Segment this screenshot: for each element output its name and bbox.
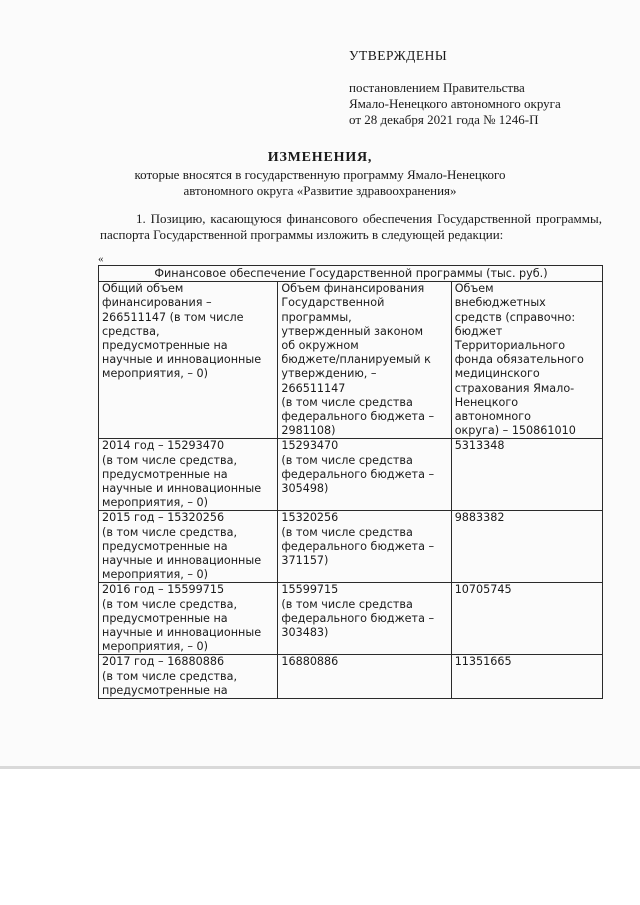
cell-text-line: программы, (281, 310, 352, 324)
cell-text-line: средства, (102, 324, 160, 338)
cell-text-line: мероприятия, – 0) (102, 640, 208, 654)
cell-text-line: бюджете/планируемый к (281, 353, 431, 367)
cell-text-line: научные и инновационные (102, 353, 262, 367)
cell-text-line: 305498) (281, 482, 329, 496)
cell-text-line: предусмотренные на (102, 611, 228, 625)
table-row (99, 655, 603, 699)
cell-text-line: (в том числе средства (281, 453, 413, 467)
cell-budget (278, 511, 451, 583)
cell-extrabudget: 10705745 (451, 583, 602, 655)
cell-text-line: 2014 год – 15293470 (102, 439, 225, 453)
subtitle-line-1: которые вносятся в государственную программу Ямало-Ненецкого (134, 167, 506, 182)
cell-text-line: мероприятия, – 0) (102, 496, 208, 510)
cell-text-line: 2981108) (281, 424, 336, 438)
column-header-extrabudget (451, 282, 602, 439)
column-header-total (99, 282, 278, 439)
approval-line-2: Ямало-Ненецкого автономного округа (349, 96, 561, 111)
cell-text-line: мероприятия, – 0) (102, 568, 208, 582)
cell-text-line: бюджет (454, 324, 503, 338)
cell-text-line: 2016 год – 15599715 (102, 583, 225, 597)
cell-text-line: научные и инновационные (102, 482, 262, 496)
approval-block (349, 80, 561, 128)
cell-text-line: федерального бюджета – (281, 611, 435, 625)
cell-extrabudget: 9883382 (451, 511, 602, 583)
cell-text-line: 2017 год – 16880886 (102, 655, 225, 669)
approval-line-1: постановлением Правительства (349, 80, 525, 95)
cell-text-line: об окружном (281, 339, 359, 353)
cell-total (99, 439, 278, 511)
cell-text-line: 303483) (281, 626, 329, 640)
cell-total (99, 511, 278, 583)
cell-text-line: финансирования – (102, 296, 212, 310)
cell-text-line: фонда обязательного (454, 353, 584, 367)
cell-text-line: (в том числе средства, (102, 669, 238, 683)
cell-text-line: Ненецкого (454, 395, 519, 409)
cell-text-line: 15599715 (281, 583, 339, 597)
cell-text-line: Территориального (454, 339, 566, 353)
cell-text-line: утвержденный законом (281, 324, 424, 338)
cell-total (99, 583, 278, 655)
cell-text-line: Объем (454, 282, 494, 296)
table-header-row (99, 266, 603, 282)
cell-text-line: 16880886 (281, 655, 339, 669)
paragraph-1: 1. Позицию, касающуюся финансового обеспечения Государственной программы, паспорта Государственной программы изложить в следующей редакции: (100, 211, 602, 242)
cell-extrabudget: 5313348 (451, 439, 602, 511)
table-column-headers (99, 282, 603, 439)
cell-text-line: средств (справочно: (454, 310, 576, 324)
cell-text-line: (в том числе средства, (102, 525, 238, 539)
cell-text-line: 266511147 (в том числе (102, 310, 244, 324)
table-row (99, 583, 603, 655)
cell-text-line: 15293470 (281, 439, 339, 453)
cell-text-line: 15320256 (281, 511, 339, 525)
cell-text-line: (в том числе средства, (102, 597, 238, 611)
cell-total (99, 655, 278, 699)
cell-text-line: федерального бюджета – (281, 539, 435, 553)
cell-text-line: федерального бюджета – (281, 467, 435, 481)
cell-text-line: научные и инновационные (102, 554, 262, 568)
cell-text-line: страхования Ямало- (454, 381, 575, 395)
cell-text-line: предусмотренные на (102, 339, 228, 353)
approval-line-3: от 28 декабря 2021 года № 1246-П (349, 112, 539, 127)
cell-text-line: 2015 год – 15320256 (102, 511, 225, 525)
cell-text-line: (в том числе средства (281, 597, 413, 611)
cell-text-line: федерального бюджета – (281, 410, 435, 424)
cell-text-line: 266511147 (281, 381, 346, 395)
cell-budget (278, 439, 451, 511)
cell-text-line: мероприятия, – 0) (102, 367, 208, 381)
cell-budget (278, 655, 451, 699)
cell-text-line: автономного (454, 410, 531, 424)
cell-budget (278, 583, 451, 655)
cell-text-line: (в том числе средства (281, 395, 413, 409)
cell-text-line: (в том числе средства, (102, 453, 238, 467)
cell-text-line: (в том числе средства (281, 525, 413, 539)
cell-text-line: утверждению, – (281, 367, 377, 381)
document-subtitle (100, 167, 540, 199)
table-row (99, 439, 603, 511)
document-title: ИЗМЕНЕНИЯ, (267, 150, 373, 165)
opening-quote: « (98, 253, 104, 265)
table-row (99, 511, 603, 583)
cell-text-line: Объем финансирования (281, 282, 425, 296)
table-header: Финансовое обеспечение Государственной программы (тыс. руб.) (99, 266, 603, 282)
cell-text-line: предусмотренные на (102, 683, 228, 697)
cell-text-line: предусмотренные на (102, 467, 228, 481)
cell-extrabudget: 11351665 (451, 655, 602, 699)
cell-text-line: предусмотренные на (102, 539, 228, 553)
cell-text-line: внебюджетных (454, 296, 546, 310)
column-header-budget (278, 282, 451, 439)
cell-text-line: научные и инновационные (102, 626, 262, 640)
cell-text-line: 371157) (281, 554, 329, 568)
cell-text-line: округа) – 150861010 (454, 424, 576, 438)
approval-heading: УТВЕРЖДЕНЫ (349, 48, 448, 63)
cell-text-line: медицинского (454, 367, 540, 381)
subtitle-line-2: автономного округа «Развитие здравоохранения» (183, 183, 457, 198)
page-edge (0, 766, 640, 769)
cell-text-line: Общий объем (102, 282, 184, 296)
financing-table (98, 265, 603, 699)
cell-text-line: Государственной (281, 296, 385, 310)
